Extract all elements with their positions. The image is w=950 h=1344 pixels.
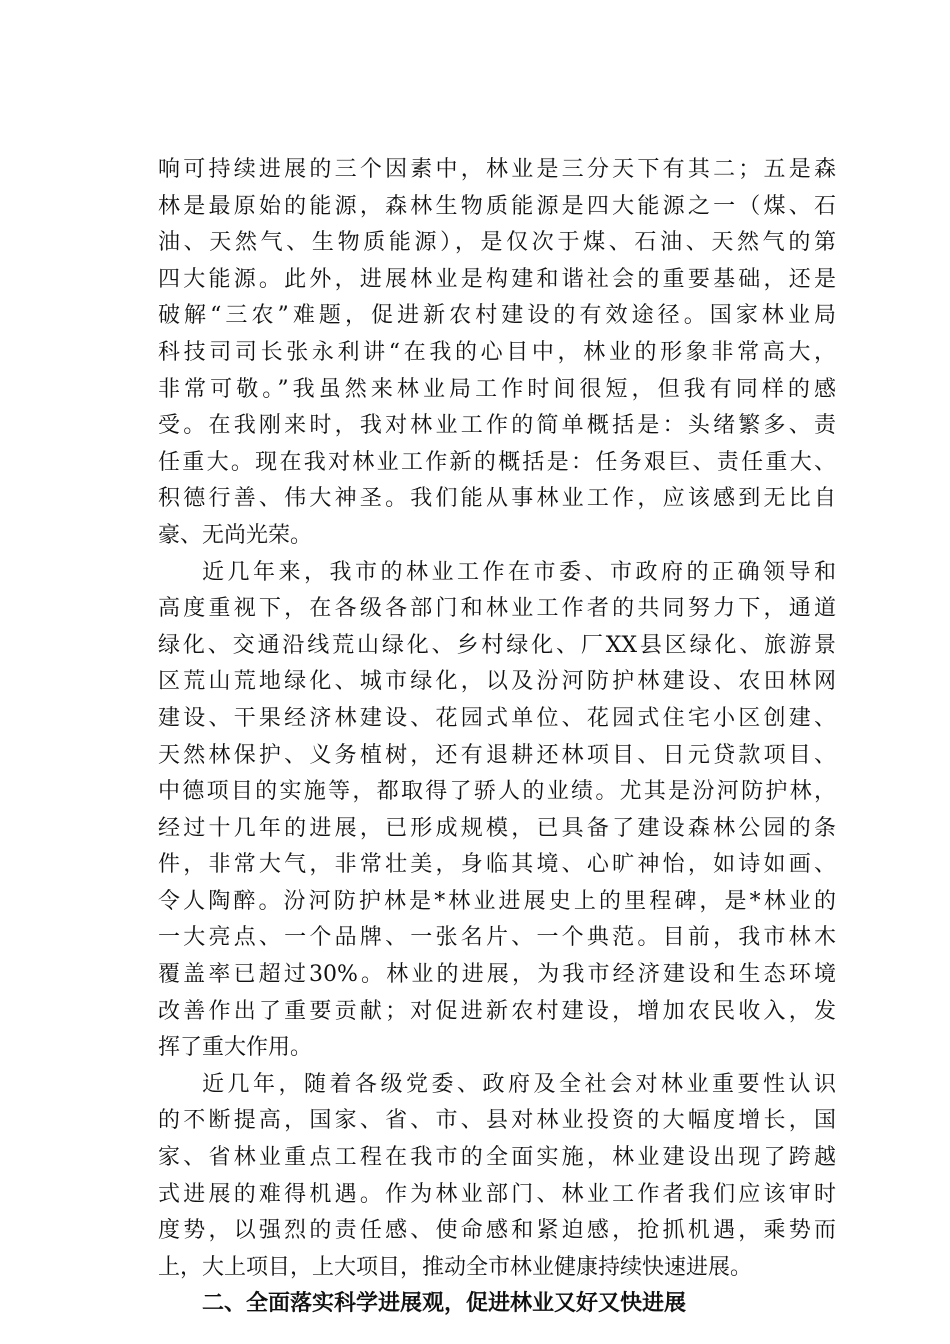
paragraph-line: 挥了重大作用。 [158,1035,313,1061]
paragraph-line: 建设、干果经济林建设、花园式单位、花园式住宅小区创建、 [158,705,836,731]
paragraph-line: 上，大上项目，上大项目，推动全市林业健康持续快速进展。 [158,1254,753,1280]
paragraph-line: 的不断提高，国家、省、市、县对林业投资的大幅度增长，国 [158,1108,836,1134]
paragraph-line: 改善作出了重要贡献；对促进新农村建设，增加农民收入，发 [158,998,836,1024]
paragraph-line: 式进展的难得机遇。作为林业部门、林业工作者我们应该审时 [158,1181,836,1207]
paragraph-line: 豪、无尚光荣。 [158,522,313,548]
paragraph-line: 近几年来，我市的林业工作在市委、市政府的正确领导和 [202,559,836,585]
paragraph-line: 家、省林业重点工程在我市的全面实施，林业建设出现了跨越 [158,1145,836,1171]
paragraph-line: 任重大。现在我对林业工作新的概括是：任务艰巨、责任重大、 [158,449,836,475]
paragraph-line: 林是最原始的能源，森林生物质能源是四大能源之一（煤、石 [158,193,836,219]
paragraph-line: 高度重视下，在各级各部门和林业工作者的共同努力下，通道 [158,596,836,622]
document-body [158,152,836,1323]
paragraph-2 [158,555,836,1067]
paragraph-line: 近几年，随着各级党委、政府及全社会对林业重要性认识 [202,1071,836,1097]
paragraph-line: 油、天然气、生物质能源），是仅次于煤、石油、天然气的第 [158,230,836,256]
paragraph-line: 响可持续进展的三个因素中，林业是三分天下有其二；五是森 [158,157,836,182]
paragraph-line: 覆盖率已超过30%。林业的进展，为我市经济建设和生态环境 [158,962,836,988]
paragraph-line: 中德项目的实施等，都取得了骄人的业绩。尤其是汾河防护林， [158,779,836,805]
paragraph-line: 件，非常大气，非常壮美，身临其境、心旷神怡，如诗如画、 [158,852,836,878]
paragraph-line: 非常可敬。”我虽然来林业局工作时间很短，但我有同样的感 [158,376,836,402]
paragraph-line: 科技司司长张永利讲“在我的心目中，林业的形象非常高大， [158,339,836,365]
paragraph-line: 受。在我刚来时，我对林业工作的简单概括是：头绪繁多、责 [158,413,836,439]
paragraph-line: 四大能源。此外，进展林业是构建和谐社会的重要基础，还是 [158,266,836,292]
paragraph-line: 破解“三农”难题，促进新农村建设的有效途径。国家林业局 [158,303,836,329]
paragraph-1 [158,152,836,555]
paragraph-line: 积德行善、伟大神圣。我们能从事林业工作，应该感到无比自 [158,486,836,512]
section-heading: 二、全面落实科学进展观，促进林业又好又快进展 [202,1291,687,1317]
paragraph-line: 经过十几年的进展，已形成规模，已具备了建设森林公园的条 [158,815,836,841]
paragraph-line: 天然林保护、义务植树，还有退耕还林项目、日元贷款项目、 [158,742,836,768]
paragraph-line: 绿化、交通沿线荒山绿化、乡村绿化、厂XX县区绿化、旅游景 [158,632,836,658]
paragraph-line: 令人陶醉。汾河防护林是*林业进展史上的里程碑，是*林业的 [158,888,836,914]
paragraph-line: 度势，以强烈的责任感、使命感和紧迫感，抢抓机遇，乘势而 [158,1218,836,1244]
paragraph-line: 一大亮点、一个品牌、一张名片、一个典范。目前，我市林木 [158,925,836,951]
paragraph-line: 区荒山荒地绿化、城市绿化，以及汾河防护林建设、农田林网 [158,669,836,695]
paragraph-3 [158,1067,836,1287]
